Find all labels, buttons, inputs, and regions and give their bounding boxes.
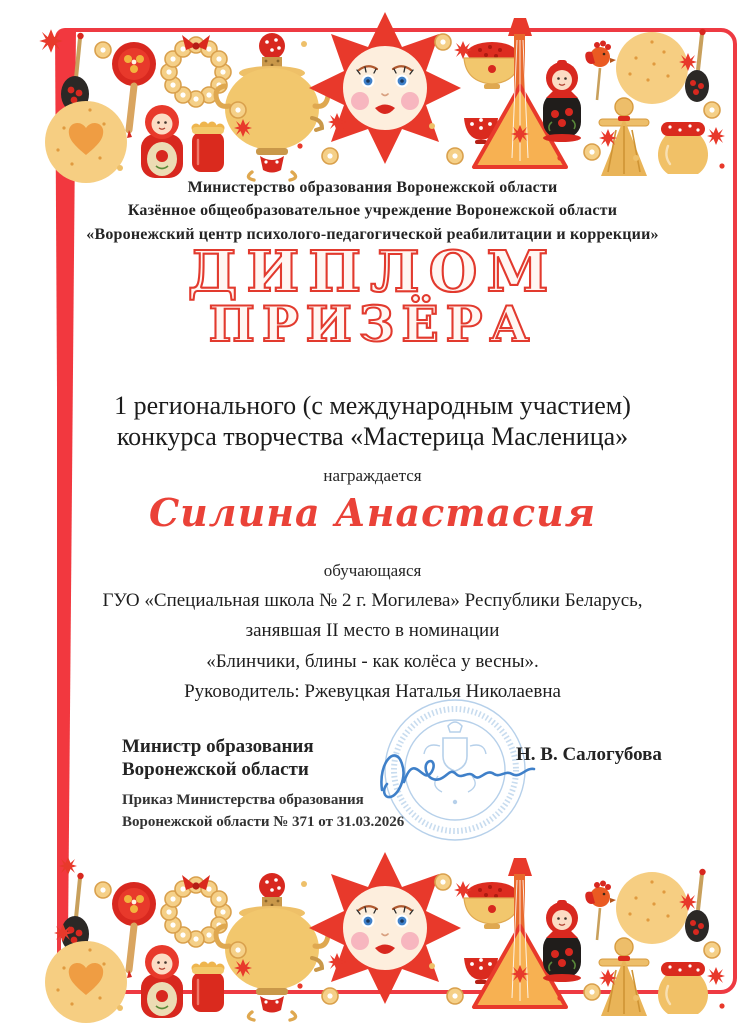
top-folk-border bbox=[0, 6, 745, 186]
band-star-icon bbox=[58, 856, 78, 876]
recipient-status: обучающаяся bbox=[323, 561, 422, 580]
order-line: Воронежской области № 371 от 31.03.2026 bbox=[122, 814, 405, 831]
signer-block bbox=[122, 736, 404, 834]
org-line: «Воронежский центр психолого-педагогической реабилитации и коррекции» bbox=[86, 225, 659, 243]
signer-name: Н. В. Салогубова bbox=[516, 744, 662, 765]
handwritten-signature bbox=[381, 756, 534, 798]
contest-description bbox=[0, 390, 745, 452]
detail-line: «Блинчики, блины - как колёса у весны». bbox=[206, 650, 539, 672]
band-star-icon bbox=[38, 28, 64, 54]
signer-role-line: Воронежской области bbox=[122, 758, 309, 780]
org-line: Министерство образования Воронежской области bbox=[187, 179, 558, 196]
contest-line: 1 регионального (с международным участием) bbox=[114, 391, 631, 420]
order-line: Приказ Министерства образования bbox=[122, 791, 364, 808]
org-line: Казённое общеобразовательное учреждение Воронежской области bbox=[127, 202, 618, 220]
organization-header bbox=[0, 176, 745, 246]
contest-line: конкурса творчества «Мастерица Масленица» bbox=[116, 422, 629, 452]
round-seal-icon bbox=[385, 700, 525, 840]
award-verb: награждается bbox=[323, 466, 422, 485]
bottom-folk-border bbox=[0, 846, 745, 1026]
title-word-diplom: ДИПЛОМ bbox=[187, 239, 558, 305]
detail-line: Руководитель: Ржевуцкая Наталья Николаевна bbox=[184, 681, 561, 703]
band-star-icon bbox=[54, 924, 72, 942]
detail-line: ГУО «Специальная школа № 2 г. Могилева» Республики Беларусь, bbox=[102, 590, 643, 611]
title-word-prizyora: ПРИЗЁРА bbox=[208, 295, 537, 354]
detail-line: занявшая II место в номинации bbox=[245, 620, 500, 642]
diploma-title bbox=[0, 239, 745, 354]
signer-role-line: Министр образования bbox=[122, 736, 314, 757]
recipient-name: Силина Анастасия bbox=[148, 490, 597, 535]
